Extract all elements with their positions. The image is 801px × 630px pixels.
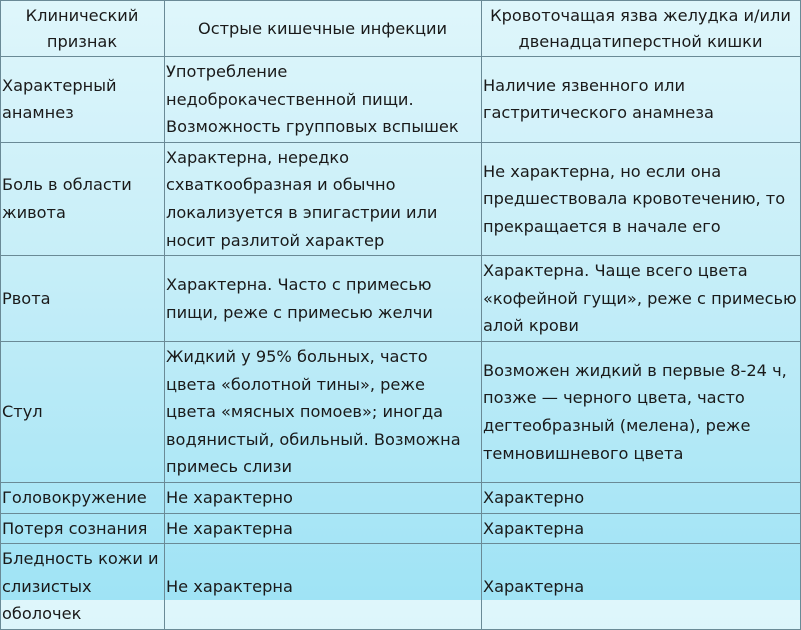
table-row — [1, 142, 801, 255]
header-clinical-sign: Клинический признак — [1, 1, 165, 57]
row-ulcer-cell: Характерна. Чаще всего цвета «кофейной гущи», реже с примесью алой крови — [482, 256, 801, 342]
row-ulcer-cell: Наличие язвенного или гастритического анамнеза — [482, 57, 801, 143]
row-ulcer-cell: Возможен жидкий в первые 8-24 ч, позже — черного цвета, часто дегтеобразный (мелена), реже темновишневого цвета — [482, 341, 801, 482]
row-sign-cell: Стул — [1, 341, 165, 482]
table-row — [1, 256, 801, 342]
row-sign-cell: Характерный анамнез — [1, 57, 165, 143]
table-row — [1, 341, 801, 482]
table-row — [1, 57, 801, 143]
row-sign-cell: Боль в области живота — [1, 142, 165, 255]
header-bleeding-ulcer: Кровоточащая язва желудка и/или двенадцатиперстной кишки — [482, 1, 801, 57]
row-ulcer-cell: Характерно — [482, 482, 801, 513]
table-row — [1, 482, 801, 513]
row-infection-cell: Не характерно — [165, 482, 482, 513]
table-row — [1, 544, 801, 630]
row-ulcer-cell: Характерна — [482, 513, 801, 544]
table-header-row — [1, 1, 801, 57]
row-sign-cell: Бледность кожи и слизистых оболочек — [1, 544, 165, 630]
row-infection-cell: Употребление недоброкачественной пищи. Возможность групповых вспышек — [165, 57, 482, 143]
row-sign-cell: Рвота — [1, 256, 165, 342]
row-infection-cell: Характерна. Часто с примесью пищи, реже с примесью желчи — [165, 256, 482, 342]
row-sign-cell: Потеря сознания — [1, 513, 165, 544]
row-infection-cell: Не характерна — [165, 544, 482, 630]
row-sign-cell: Головокружение — [1, 482, 165, 513]
row-infection-cell: Не характерна — [165, 513, 482, 544]
header-acute-intestinal-infections: Острые кишечные инфекции — [165, 1, 482, 57]
row-ulcer-cell: Не характерна, но если она предшествовала кровотечению, то прекращается в начале его — [482, 142, 801, 255]
row-infection-cell: Жидкий у 95% больных, часто цвета «болотной тины», реже цвета «мясных помоев»; иногда водянистый, обильный. Возможна примесь слизи — [165, 341, 482, 482]
table-row — [1, 513, 801, 544]
row-infection-cell: Характерна, нередко схваткообразная и обычно локализуется в эпигастрии или носит разлитой характер — [165, 142, 482, 255]
row-ulcer-cell: Характерна — [482, 544, 801, 630]
